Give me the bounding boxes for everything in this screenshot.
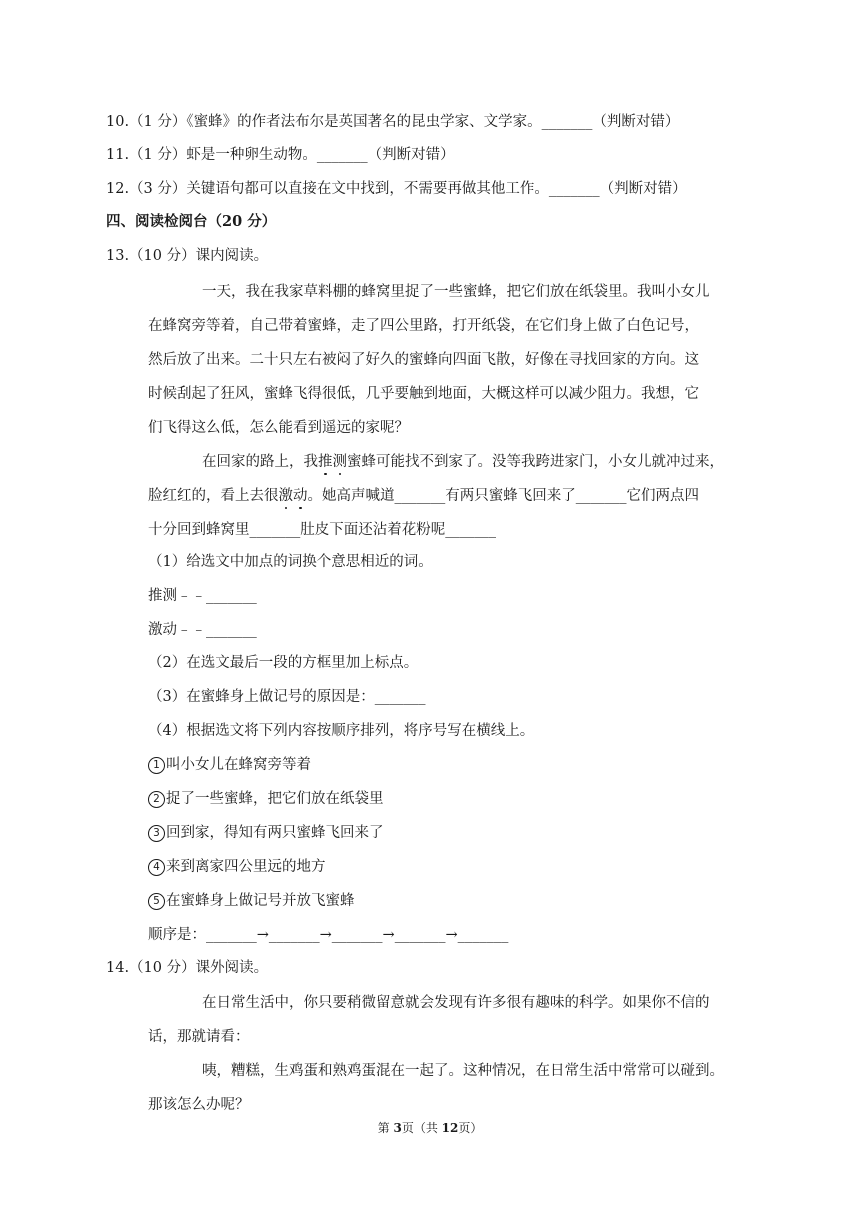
dotted-char: 推 [318,454,333,470]
dotted-char: 测 [332,454,347,470]
passage-line: 话，那就请看： [148,1029,250,1045]
passage-line: 那该怎么办呢？ [148,1097,250,1113]
dotted-char: 动 [293,488,308,504]
passage-line: 十分回到蜂窝里_______肚皮下面还沾着花粉呢_______ [148,522,496,538]
option-item: 3 回到家，得知有两只蜜蜂飞回来了 [148,823,384,843]
page-footer: 第 3页（共 12页） [377,1121,483,1135]
order-answer-line: 顺序是：_______→_______→_______→_______→_______ [148,927,509,943]
passage-line: 一天，我在我家草料棚的蜂窝里捉了一些蜜蜂，把它们放在纸袋里。我叫小女儿 [202,284,710,300]
passage-line: 脸红红的，看上去很激动。她高声喊道_______有两只蜜蜂飞回来了_______它们两点四 [148,488,699,504]
question-12: 12.（3 分）关键语句都可以直接在文中找到，不需要再做其他工作。_______（判断对错） [106,181,687,197]
subquestion-2: （2）在选文最后一段的方框里加上标点。 [148,655,419,671]
option-item: 2 捉了一些蜜蜂，把它们放在纸袋里 [148,789,384,809]
section-heading: 四、阅读检阅台（20 分） [106,213,277,230]
question-10: 10.（1 分）《蜜蜂》的作者法布尔是英国著名的昆虫学家、文学家。_______（判断对错） [106,114,680,130]
passage-line: 在日常生活中，你只要稍微留意就会发现有许多很有趣味的科学。如果你不信的 [202,995,710,1011]
dotted-char: 激 [278,488,293,504]
passage-line: 在蜂窝旁等着，自己带着蜜蜂，走了四公里路，打开纸袋，在它们身上做了白色记号， [148,318,699,334]
passage-line: 然后放了出来。二十只左右被闷了好久的蜜蜂向四面飞散，好像在寻找回家的方向。这 [148,352,699,368]
passage-line: 在回家的路上，我推测蜜蜂可能找不到家了。没等我跨进家门，小女儿就冲过来， [202,454,724,470]
subquestion-1b: 激动﹣﹣_______ [148,622,257,638]
question-14-heading: 14.（10 分）课外阅读。 [106,960,269,976]
passage-line: 咦，糟糕，生鸡蛋和熟鸡蛋混在一起了。这种情况，在日常生活中常常可以碰到。 [202,1063,724,1079]
option-item: 4 来到离家四公里远的地方 [148,857,326,877]
option-item: 1 叫小女儿在蜂窝旁等着 [148,755,311,775]
subquestion-3: （3）在蜜蜂身上做记号的原因是：_______ [148,689,426,705]
question-13-heading: 13.（10 分）课内阅读。 [106,248,269,264]
option-item: 5 在蜜蜂身上做记号并放飞蜜蜂 [148,891,355,911]
subquestion-1a: 推测﹣﹣_______ [148,588,257,604]
subquestion-4: （4）根据选文将下列内容按顺序排列，将序号写在横线上。 [148,723,535,739]
passage-line: 们飞得这么低，怎么能看到遥远的家呢？ [148,420,409,436]
passage-line: 时候刮起了狂风，蜜蜂飞得很低，几乎要触到地面，大概这样可以减少阻力。我想，它 [148,386,699,402]
subquestion-1: （1）给选文中加点的词换个意思相近的词。 [148,554,433,570]
question-11: 11.（1 分）虾是一种卵生动物。_______（判断对错） [106,147,455,163]
